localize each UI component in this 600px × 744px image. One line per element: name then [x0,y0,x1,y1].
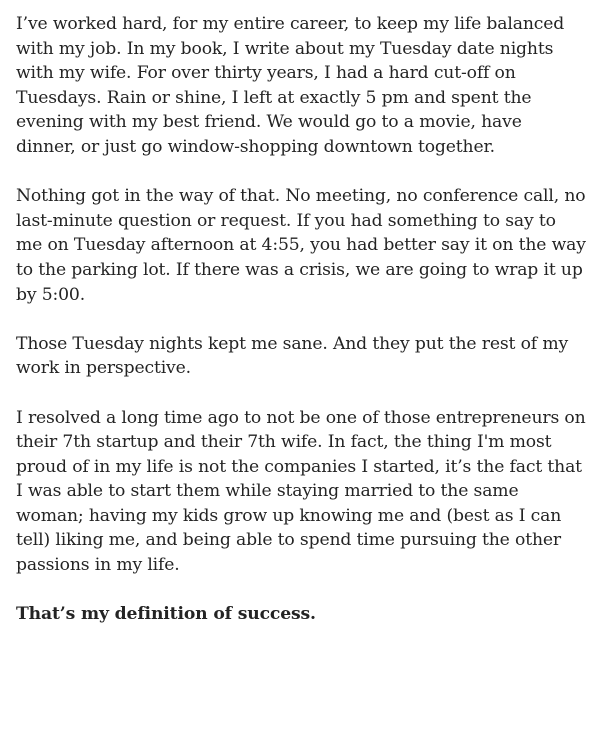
paragraph-resolved-long-ago: I resolved a long time ago to not be one of those entrepreneurs on their 7th startup and their 7th wife. In fact, the thing I'm most proud of in my life is not the companies I started, it’s the fact that I was able to start them while staying married to the same woman; having my kids grow up knowing me and (best as I can tell) liking me, and being able to spend time pursuing the other passions in my life. [16,407,586,576]
paragraph-tuesday-date-nights: I’ve worked hard, for my entire career, to keep my life balanced with my job. In my book, I write about my Tuesday date nights with my wife. For over thirty years, I had a hard cut-off on Tuesdays. Rain or shine, I left at exactly 5 pm and spent the evening with my best friend. We would go to a movie, have dinner, or just go window-shopping downtown together. [16,14,565,157]
paragraph-kept-me-sane: Those Tuesday nights kept me sane. And they put the rest of my work in perspective. [16,333,569,379]
closing-statement: That’s my definition of success. [16,604,316,625]
paragraph-nothing-in-the-way: Nothing got in the way of that. No meeting, no conference call, no last-minute question or request. If you had something to say to me on Tuesday afternoon at 4:55, you had better say it on the way to the parking lot. If there was a crisis, we are going to wrap it up by 5:00. [16,186,586,305]
